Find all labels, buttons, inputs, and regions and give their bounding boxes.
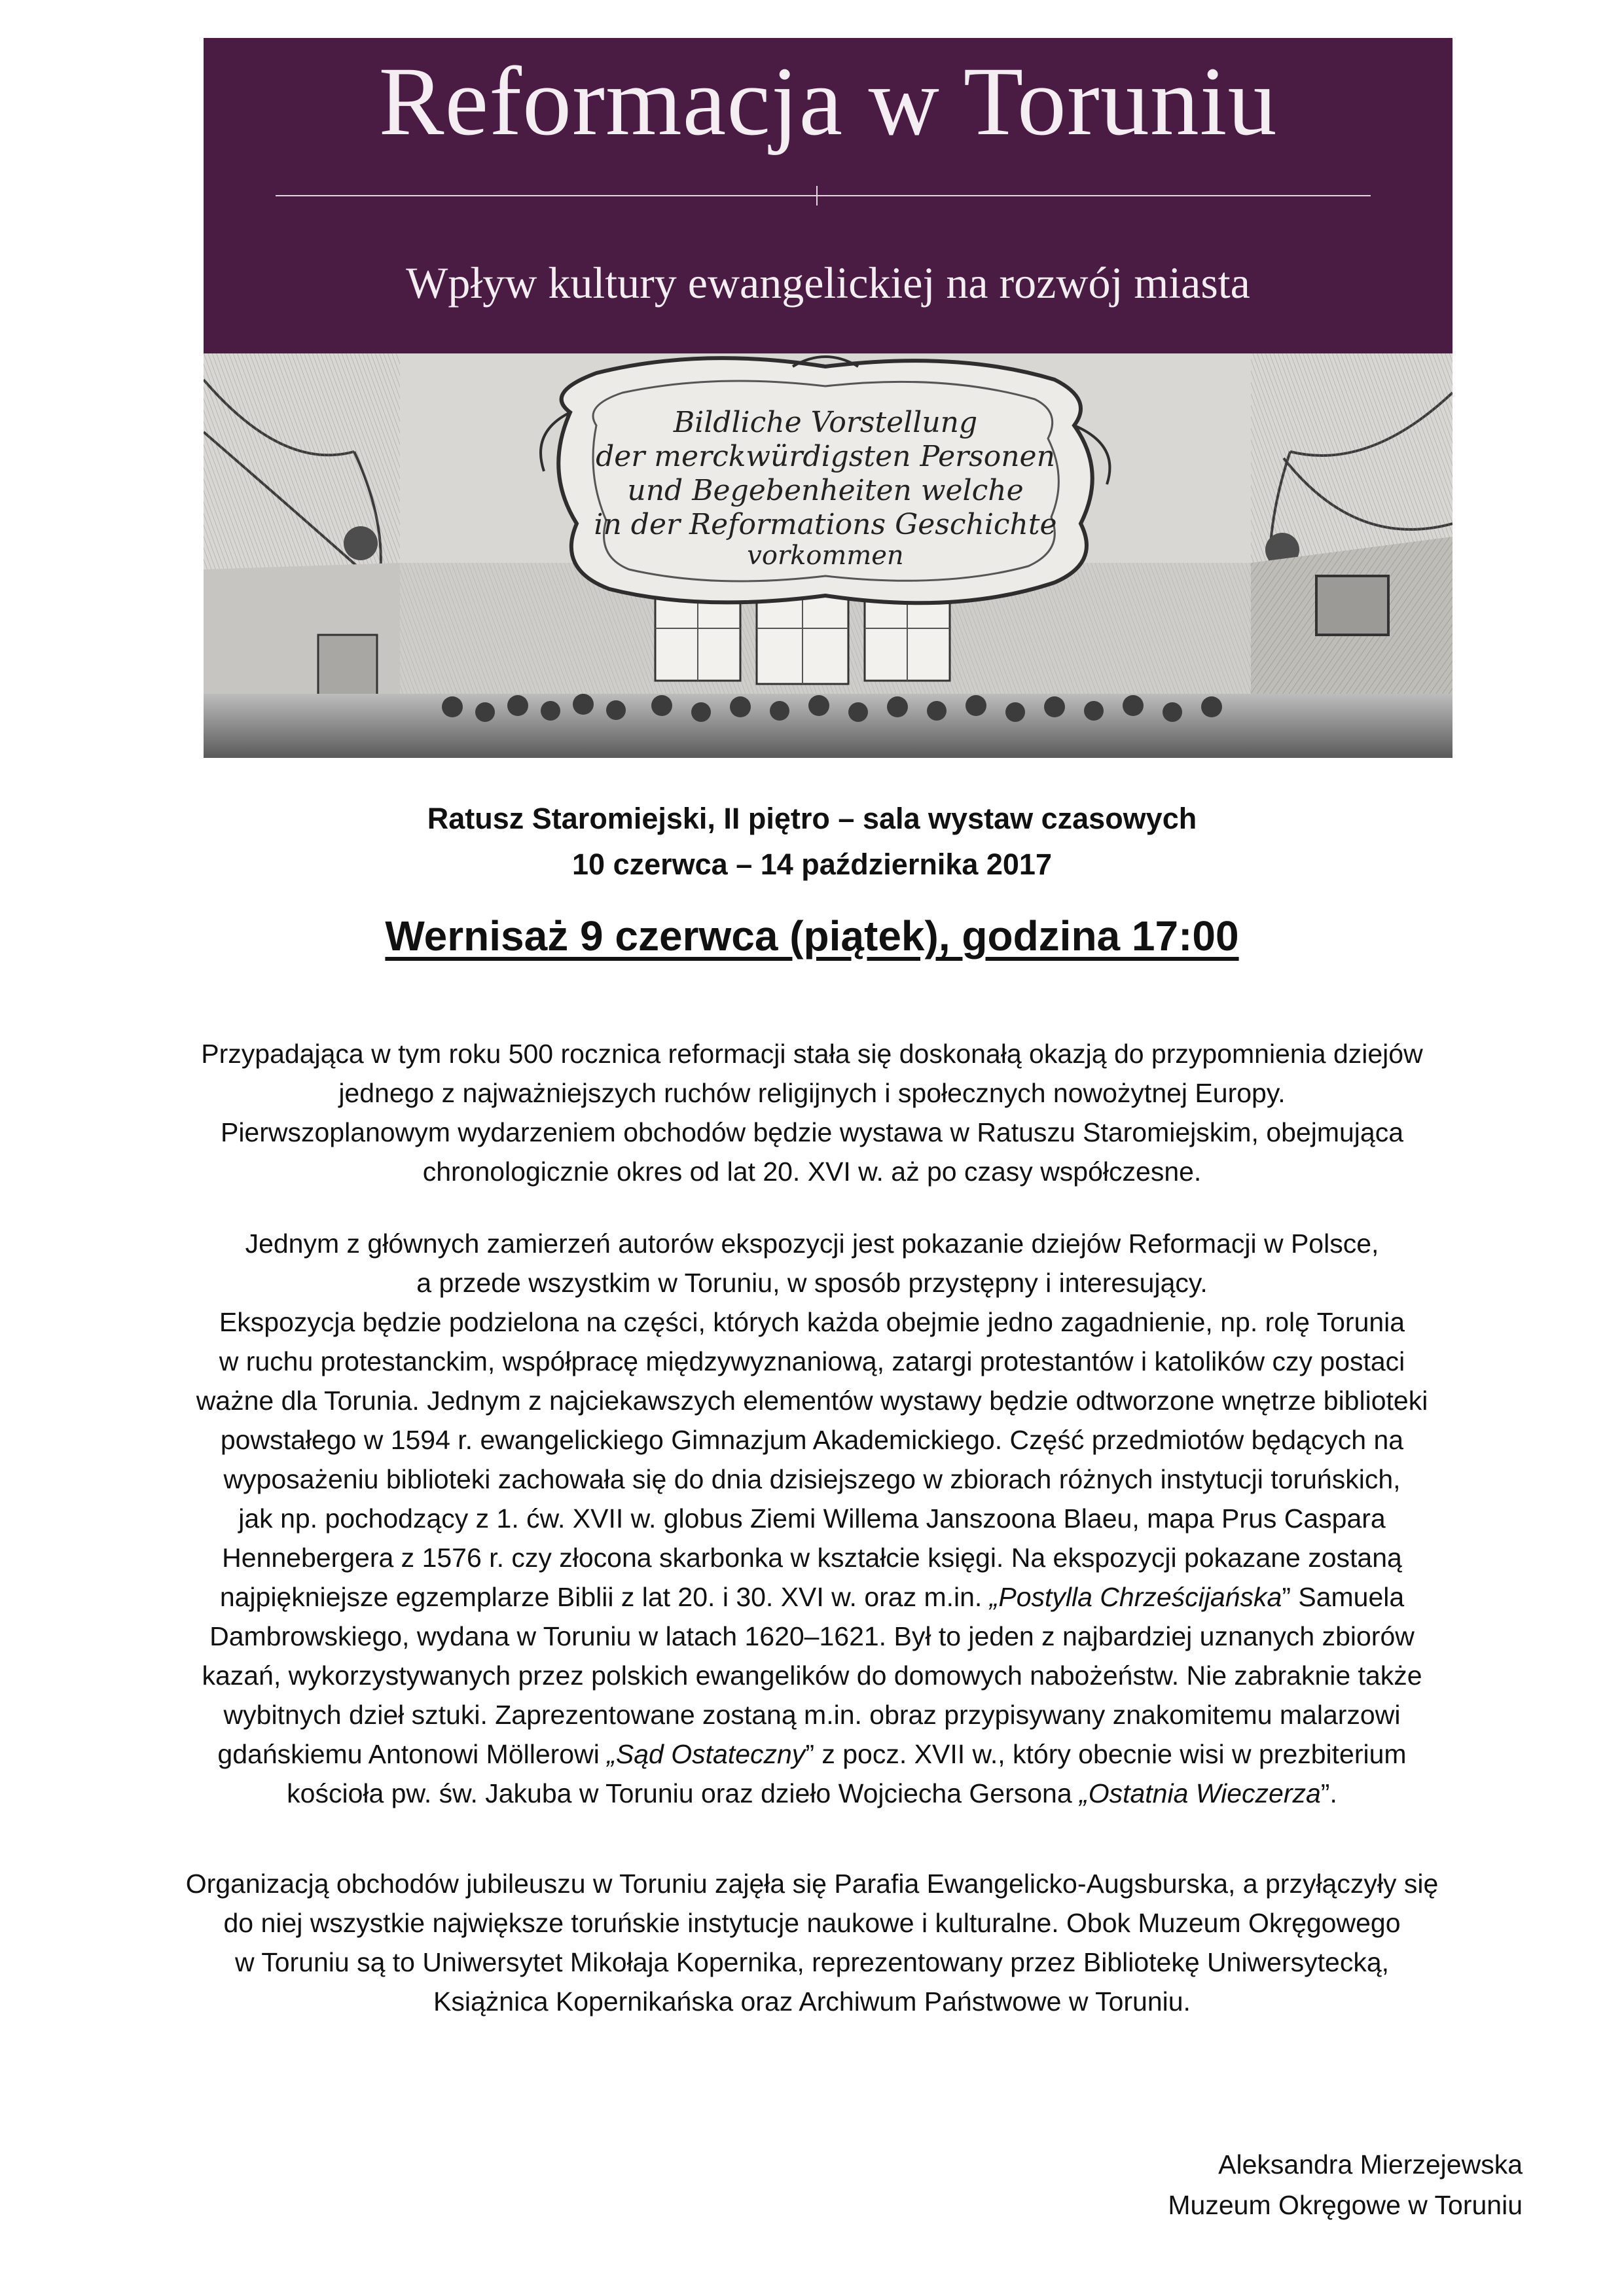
banner-subtitle: Wpływ kultury ewangelickiej na rozwój miasta (406, 258, 1250, 308)
intro-paragraph (105, 1034, 1519, 1191)
exhibition-description-paragraph (105, 1224, 1519, 1813)
exhibition-dates: 10 czerwca – 14 października 2017 (572, 848, 1052, 881)
text-line: Ekspozycja będzie podzielona na części, których każda obejmie jedno zagadnienie, np. rolę Torunia (219, 1307, 1405, 1337)
artwork-title: „Ostatnia Wieczerza (1079, 1778, 1321, 1808)
svg-text:und Begebenheiten welche: und Begebenheiten welche (627, 474, 1024, 507)
text-segment: ”. (1320, 1778, 1337, 1808)
text-line: wybitnych dzieł sztuki. Zaprezentowane zostaną m.in. obraz przypisywany znakomitemu malarzowi (223, 1700, 1401, 1730)
text-line: wyposażeniu biblioteki zachowała się do dnia dzisiejszego w zbiorach różnych instytucji toruńskich, (223, 1464, 1401, 1494)
organizers-paragraph (105, 1864, 1519, 2021)
text-segment: gdańskiemu Antonowi Möllerowi (217, 1739, 607, 1769)
text-segment: ” Samuela (1282, 1582, 1405, 1612)
text-line (105, 1577, 1519, 1617)
banner-title: Reformacja w Toruniu (378, 47, 1278, 156)
text-line: jednego z najważniejszych ruchów religijnych i społecznych nowożytnej Europy. (338, 1078, 1286, 1108)
text-line: w Toruniu są to Uniwersytet Mikołaja Kopernika, reprezentowany przez Bibliotekę Uniwersytecką, (234, 1947, 1390, 1977)
svg-text:der merckwürdigsten Personen: der merckwürdigsten Personen (596, 440, 1055, 473)
text-segment: najpiękniejsze egzemplarze Biblii z lat 20. i 30. XVI w. oraz m.in. (219, 1582, 990, 1612)
text-line: Hennebergera z 1576 r. czy złocona skarbonka w kształcie księgi. Na ekspozycji pokazane zostaną (222, 1543, 1402, 1573)
text-line: Książnica Kopernikańska oraz Archiwum Państwowe w Toruniu. (433, 1986, 1191, 2017)
artwork-title: „Sąd Ostateczny (607, 1739, 806, 1769)
text-line: jak np. pochodzący z 1. ćw. XVII w. globus Ziemi Willema Janszoona Blaeu, mapa Prus Caspara (238, 1503, 1386, 1534)
text-segment: ” z pocz. XVII w., który obecnie wisi w prezbiterium (805, 1739, 1407, 1769)
vernissage-heading: Wernisaż 9 czerwca (piątek), godzina 17:00 (385, 912, 1239, 960)
author-name: Aleksandra Mierzejewska (1218, 2149, 1523, 2179)
author-institution: Muzeum Okręgowe w Toruniu (1168, 2190, 1523, 2220)
text-line (105, 1774, 1519, 1813)
text-line: chronologicznie okres od lat 20. XVI w. aż po czasy współczesne. (422, 1157, 1202, 1187)
text-line: powstałego w 1594 r. ewangelickiego Gimnazjum Akademickiego. Część przedmiotów będących na (220, 1425, 1404, 1455)
text-line: kazań, wykorzystywanych przez polskich ewangelików do domowych nabożeństw. Nie zabraknie także (202, 1660, 1422, 1691)
engraving-image (204, 353, 1453, 758)
svg-text:in der Reformations Geschichte: in der Reformations Geschichte (594, 508, 1057, 541)
text-line: do niej wszystkie największe toruńskie instytucje naukowe i kulturalne. Obok Muzeum Okręgowego (223, 1908, 1401, 1938)
author-signature (1168, 2144, 1523, 2225)
text-line: Przypadająca w tym roku 500 rocznica reformacji stała się doskonałą okazją do przypomnienia dziejów (201, 1039, 1423, 1069)
text-line: a przede wszystkim w Toruniu, w sposób przystępny i interesujący. (416, 1268, 1208, 1298)
banner-divider (276, 195, 1371, 196)
svg-text:Bildliche Vorstellung: Bildliche Vorstellung (673, 406, 978, 439)
text-line: Dambrowskiego, wydana w Toruniu w latach 1620–1621. Był to jeden z najbardziej uznanych zbiorów (209, 1621, 1415, 1651)
exhibition-banner (204, 38, 1453, 758)
banner-divider-tick (816, 186, 818, 206)
exhibition-location: Ratusz Staromiejski, II piętro – sala wystaw czasowych (427, 802, 1197, 835)
text-line: w ruchu protestanckim, współpracę międzywyznaniową, zatargi protestantów i katolików czy postaci (219, 1346, 1405, 1376)
text-segment: kościoła pw. św. Jakuba w Toruniu oraz dzieło Wojciecha Gersona (287, 1778, 1080, 1808)
book-title: „Postylla Chrześcijańska (989, 1582, 1282, 1612)
text-line: ważne dla Torunia. Jednym z najciekawszych elementów wystawy będzie odtworzone wnętrze biblioteki (196, 1386, 1428, 1416)
text-line (105, 1734, 1519, 1774)
text-line: Jednym z głównych zamierzeń autorów ekspozycji jest pokazanie dziejów Reformacji w Polsce, (245, 1229, 1379, 1259)
svg-text:vorkommen: vorkommen (747, 541, 904, 571)
text-line: Organizacją obchodów jubileuszu w Toruniu zajęła się Parafia Ewangelicko-Augsburska, a przyłączyły się (185, 1869, 1439, 1899)
text-line: Pierwszoplanowym wydarzeniem obchodów będzie wystawa w Ratuszu Staromiejskim, obejmująca (220, 1117, 1404, 1147)
